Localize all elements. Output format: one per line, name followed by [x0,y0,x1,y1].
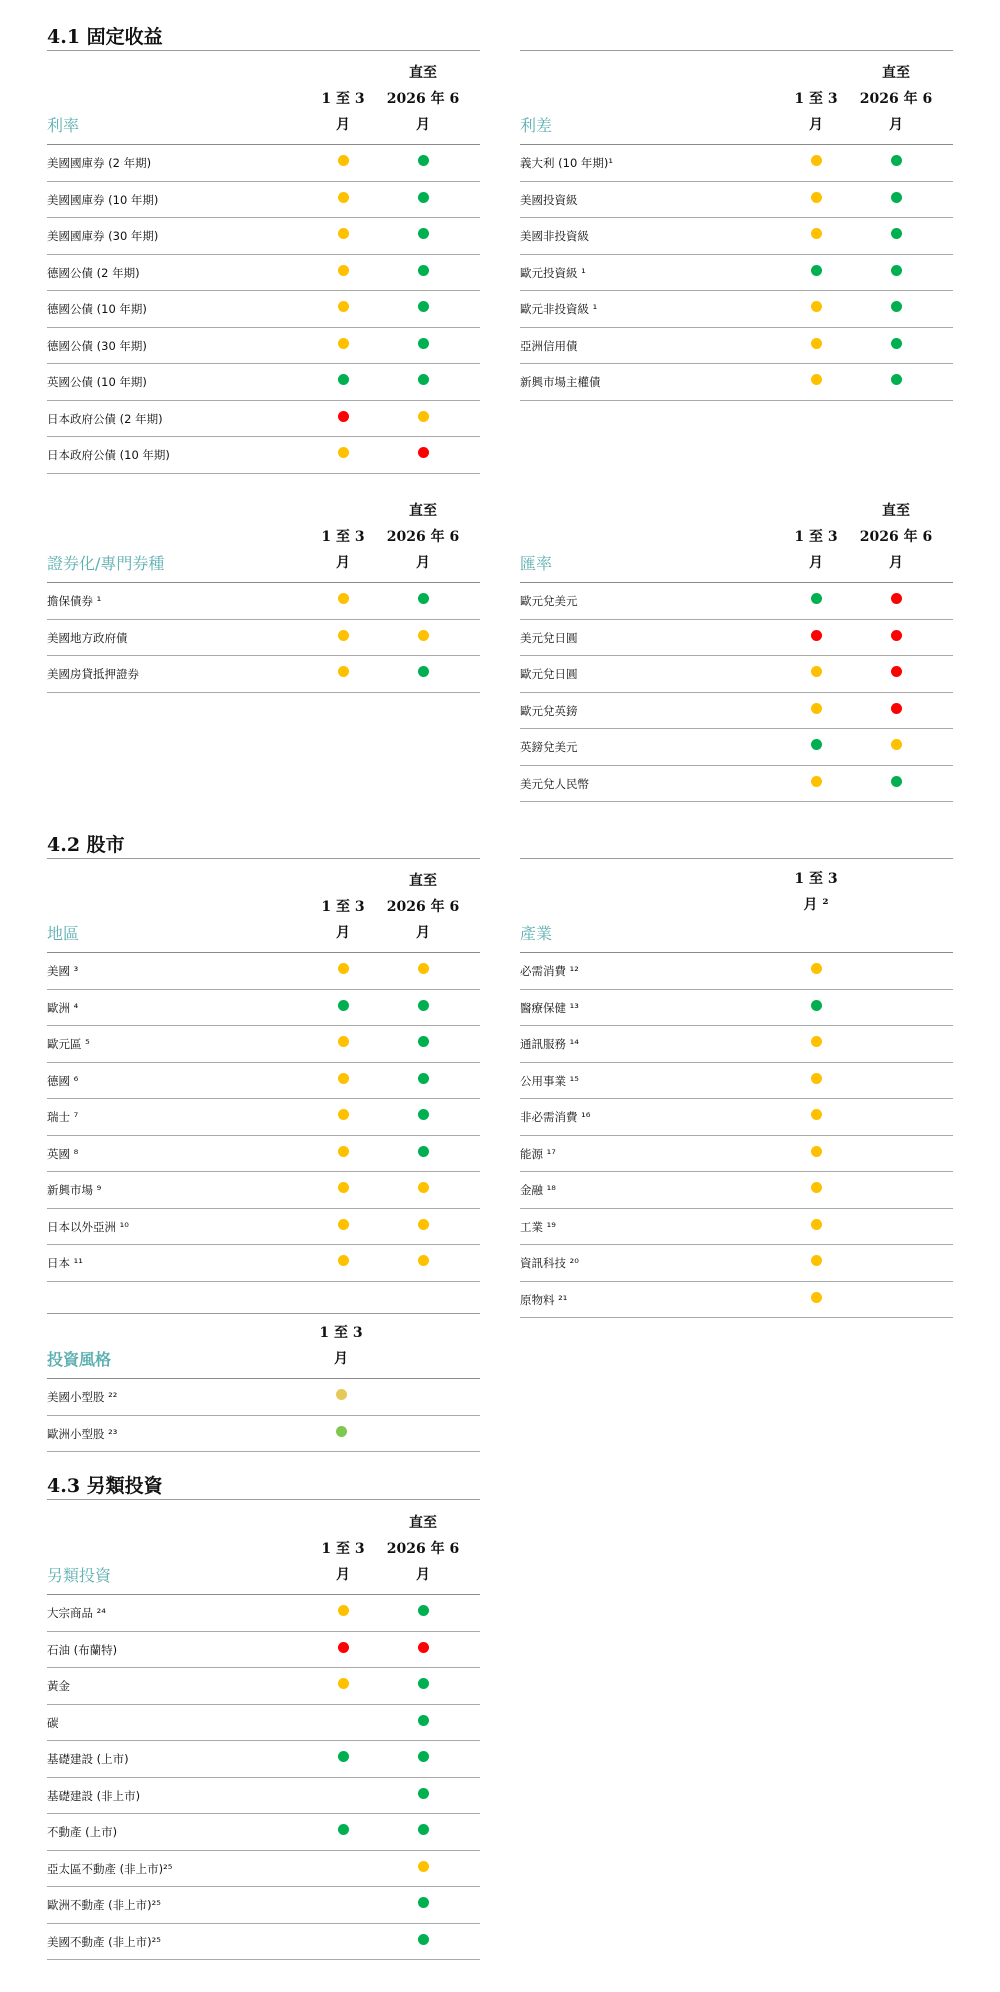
rating-dot-short-term [338,228,349,239]
row-label: 基礎建設 (上市) [47,1752,129,1766]
row-label: 英鎊兌美元 [520,740,578,754]
rating-dot-short-term [338,1219,349,1230]
rating-dot-long-term [418,1642,429,1653]
rating-dot-long-term [418,1751,429,1762]
table-row [520,620,953,657]
row-label: 英國 ⁸ [47,1146,79,1161]
table-title: 地區 [47,924,80,943]
rating-dot-short-term [811,776,822,787]
row-label: 日本以外亞洲 ¹⁰ [47,1219,129,1234]
rating-dot-long-term [418,1824,429,1835]
rating-dot-long-term [418,265,429,276]
table-row [520,1282,953,1319]
row-label: 原物料 ²¹ [520,1292,568,1307]
column-header-long-term: 直至 2026 年 6 月 [386,65,460,133]
row-label: 公用事業 ¹⁵ [520,1073,579,1088]
row-label: 歐元兌日圓 [520,667,578,681]
row-label: 通訊服務 ¹⁴ [520,1037,579,1051]
table-row [47,182,480,219]
row-label: 美元兌日圓 [520,630,578,645]
table-row [520,656,953,693]
row-label: 美國小型股 ²² [47,1390,118,1404]
rating-dot-short-term [811,630,822,641]
row-label: 德國公債 (10 年期) [47,302,147,316]
table-row [520,145,953,182]
rating-dot-short-term [811,338,822,349]
rating-dot-long-term [418,301,429,312]
table-row [47,1245,480,1282]
row-label: 英國公債 (10 年期) [47,375,147,389]
table-row [520,291,953,328]
rating-dot-long-term [418,228,429,239]
rating-dot-short-term [811,739,822,750]
table-row [47,1136,480,1173]
row-label: 義大利 (10 年期)¹ [520,156,614,170]
table-row [47,145,480,182]
table-row [47,1209,480,1246]
rating-dot-short-term [338,593,349,604]
column-header-short-term: 1 至 3 月 [321,91,365,133]
rating-dot-long-term [418,963,429,974]
table-header [520,50,953,145]
table-row [47,328,480,365]
rating-dot-long-term [418,630,429,641]
table-row [47,1595,480,1632]
rating-dot-short-term [338,1036,349,1047]
table-title: 產業 [520,924,553,943]
row-label: 石油 (布蘭特) [47,1642,118,1657]
alternatives-table [47,1500,480,1960]
rating-dot-short-term [338,1678,349,1689]
table-row [520,1209,953,1246]
table-header [47,1500,480,1595]
rating-dot-long-term [418,374,429,385]
row-label: 亞太區不動產 (非上市)²⁵ [47,1861,173,1876]
rating-dot-short-term [811,593,822,604]
rating-dot-long-term [418,1255,429,1266]
column-header-long-term: 直至 2026 年 6 月 [386,1515,460,1583]
rating-dot-long-term [418,593,429,604]
rating-dot-long-term [418,1146,429,1157]
table-row [47,255,480,292]
row-label: 新興市場主權債 [520,375,601,389]
row-label: 瑞士 ⁷ [47,1110,79,1124]
rating-dot-short-term [811,666,822,677]
rating-dot-long-term [418,1678,429,1689]
table-row [47,1063,480,1100]
rating-dot-long-term [418,1073,429,1084]
rating-dot-short-term [338,666,349,677]
rating-dot-short-term [811,1255,822,1266]
row-label: 歐元區 ⁵ [47,1037,90,1051]
table-row [47,1924,480,1961]
rating-dot-long-term [418,1036,429,1047]
rating-dot-long-term [418,338,429,349]
row-label: 歐元兌英鎊 [520,703,578,718]
rating-dot-long-term [891,593,902,604]
column-header-short-term: 1 至 3 月 [321,1541,365,1583]
table-row [520,1099,953,1136]
rating-dot-long-term [418,1219,429,1230]
column-header-short-term: 1 至 3 月 ² [794,871,838,913]
rating-dot-short-term [336,1426,347,1437]
table-row [520,1063,953,1100]
table-row [520,218,953,255]
rating-dot-short-term [338,1146,349,1157]
row-label: 能源 ¹⁷ [520,1146,556,1161]
rating-dot-short-term [811,301,822,312]
rating-dot-short-term [338,1824,349,1835]
row-label: 美國國庫券 (10 年期) [47,192,159,207]
rating-dot-short-term [338,1605,349,1616]
table-row [520,1172,953,1209]
table-title: 利差 [520,116,553,135]
rating-dot-short-term [811,1109,822,1120]
rating-dot-long-term [418,447,429,458]
styles-table [47,1314,480,1452]
rating-dot-long-term [891,301,902,312]
rating-dot-short-term [811,1073,822,1084]
table-row [47,1416,480,1453]
table-row [47,291,480,328]
table-row [47,620,480,657]
row-label: 美國投資級 [520,192,578,207]
rating-dot-short-term [811,374,822,385]
rating-dot-long-term [418,1934,429,1945]
table-header [520,488,953,583]
rating-dot-short-term [811,265,822,276]
table-row [520,1136,953,1173]
rating-dot-short-term [338,1751,349,1762]
section-title-alternatives: 4.3 另類投資 [47,1473,480,1500]
column-header-short-term: 1 至 3 月 [319,1325,363,1367]
table-row [520,364,953,401]
rating-dot-long-term [891,739,902,750]
table-title: 匯率 [520,554,553,573]
spreads-table [520,50,953,401]
table-row [47,437,480,474]
rates-table [47,50,480,474]
column-header-short-term: 1 至 3 月 [794,91,838,133]
rating-dot-short-term [338,301,349,312]
rating-dot-long-term [891,228,902,239]
table-row [520,953,953,990]
rating-dot-long-term [891,155,902,166]
rating-dot-short-term [338,1255,349,1266]
rating-dot-short-term [811,192,822,203]
row-label: 美國 ³ [47,964,79,978]
rating-dot-long-term [418,1000,429,1011]
rating-dot-short-term [338,1109,349,1120]
regions-table [47,858,480,1282]
rating-dot-short-term [338,265,349,276]
table-row [520,1026,953,1063]
rating-dot-short-term [811,155,822,166]
rating-dot-short-term [811,1036,822,1047]
table-row [520,693,953,730]
table-row [47,1814,480,1851]
rating-dot-short-term [338,1642,349,1653]
row-label: 德國 ⁶ [47,1073,79,1088]
rating-dot-long-term [891,703,902,714]
rating-dot-long-term [418,1861,429,1872]
rating-dot-long-term [418,1715,429,1726]
row-label: 美國非投資級 [520,229,589,243]
rating-dot-long-term [891,630,902,641]
table-row [47,1668,480,1705]
table-row [520,990,953,1027]
row-label: 歐元投資級 ¹ [520,265,586,280]
rating-dot-long-term [418,411,429,422]
row-label: 非必需消費 ¹⁶ [520,1110,591,1124]
row-label: 擔保債券 ¹ [47,594,102,608]
rating-dot-short-term [811,1000,822,1011]
rating-dot-short-term [338,630,349,641]
table-header [47,488,480,583]
rating-dot-short-term [338,338,349,349]
row-label: 基礎建設 (非上市) [47,1788,141,1803]
sectors-table [520,858,953,1318]
table-row [47,1778,480,1815]
rating-dot-short-term [811,1219,822,1230]
rating-dot-short-term [338,447,349,458]
row-label: 美國房貸抵押證券 [47,667,139,681]
rating-dot-long-term [891,265,902,276]
rating-dot-long-term [418,1109,429,1120]
rating-dot-short-term [811,1182,822,1193]
column-header-short-term: 1 至 3 月 [321,899,365,941]
table-header [47,1314,480,1379]
row-label: 美國地方政府債 [47,630,128,645]
row-label: 工業 ¹⁹ [520,1219,556,1234]
rating-dot-long-term [891,192,902,203]
rating-dot-short-term [338,374,349,385]
column-header-long-term: 直至 2026 年 6 月 [386,503,460,571]
table-row [520,1245,953,1282]
rating-dot-long-term [891,776,902,787]
table-row [47,990,480,1027]
table-row [47,1099,480,1136]
column-header-long-term: 直至 2026 年 6 月 [859,503,933,571]
section-title-equities: 4.2 股市 [47,832,480,859]
row-label: 歐元非投資級 ¹ [520,302,598,316]
row-label: 碳 [47,1715,59,1730]
row-label: 大宗商品 ²⁴ [47,1606,106,1620]
rating-dot-long-term [418,1788,429,1799]
row-label: 亞洲信用債 [520,338,578,353]
rating-dot-short-term [338,1000,349,1011]
rating-dot-long-term [418,155,429,166]
table-header [520,858,953,953]
rating-dot-long-term [418,192,429,203]
table-title: 另類投資 [47,1566,112,1585]
row-label: 必需消費 ¹² [520,964,579,978]
table-row [520,583,953,620]
table-row [47,364,480,401]
row-label: 不動產 (上市) [47,1825,118,1839]
rating-dot-short-term [336,1389,347,1400]
table-row [47,1887,480,1924]
table-row [47,1632,480,1669]
row-label: 黃金 [47,1679,70,1693]
row-label: 美國國庫券 (30 年期) [47,229,159,243]
row-label: 金融 ¹⁸ [520,1183,556,1197]
securitized-table [47,488,480,693]
table-row [47,583,480,620]
table-row [47,1026,480,1063]
table-row [47,218,480,255]
rating-dot-long-term [891,666,902,677]
table-row [47,1379,480,1416]
column-header-long-term: 直至 2026 年 6 月 [859,65,933,133]
table-row [520,328,953,365]
table-row [47,953,480,990]
rating-dot-long-term [891,338,902,349]
rating-dot-long-term [418,1605,429,1616]
row-label: 歐洲小型股 ²³ [47,1426,118,1441]
column-header-long-term: 直至 2026 年 6 月 [386,873,460,941]
table-row [520,729,953,766]
row-label: 美國國庫券 (2 年期) [47,156,152,170]
table-row [47,1741,480,1778]
table-row [520,766,953,803]
table-title: 利率 [47,116,80,135]
column-header-short-term: 1 至 3 月 [321,529,365,571]
row-label: 資訊科技 ²⁰ [520,1256,579,1270]
rating-dot-short-term [338,155,349,166]
fx-table [520,488,953,802]
rating-dot-short-term [338,1073,349,1084]
row-label: 歐洲 ⁴ [47,1000,79,1015]
row-label: 德國公債 (2 年期) [47,265,140,280]
row-label: 德國公債 (30 年期) [47,338,147,353]
row-label: 歐洲不動產 (非上市)²⁵ [47,1898,161,1912]
rating-dot-short-term [811,963,822,974]
row-label: 日本政府公債 (2 年期) [47,411,163,426]
rating-dot-short-term [338,963,349,974]
table-header [47,858,480,953]
column-header-short-term: 1 至 3 月 [794,529,838,571]
table-row [47,1705,480,1742]
rating-dot-short-term [338,192,349,203]
table-row [520,255,953,292]
rating-dot-long-term [418,1897,429,1908]
table-row [47,1172,480,1209]
rating-dot-long-term [891,374,902,385]
row-label: 歐元兌美元 [520,594,578,608]
row-label: 日本政府公債 (10 年期) [47,448,170,462]
row-label: 醫療保健 ¹³ [520,1000,579,1015]
table-header [47,50,480,145]
table-row [520,182,953,219]
rating-dot-short-term [811,1292,822,1303]
rating-dot-short-term [811,703,822,714]
table-title: 證券化/專門券種 [47,554,165,573]
rating-dot-long-term [418,666,429,677]
row-label: 美元兌人民幣 [520,776,589,791]
rating-dot-short-term [811,228,822,239]
rating-dot-short-term [811,1146,822,1157]
table-title: 投資風格 [47,1350,112,1369]
row-label: 美國不動產 (非上市)²⁵ [47,1934,161,1949]
rating-dot-short-term [338,1182,349,1193]
row-label: 日本 ¹¹ [47,1256,83,1270]
table-row [47,656,480,693]
row-label: 新興市場 ⁹ [47,1183,102,1197]
rating-dot-long-term [418,1182,429,1193]
section-title-fixed-income: 4.1 固定收益 [47,24,480,51]
rating-dot-short-term [338,411,349,422]
table-row [47,1851,480,1888]
table-row [47,401,480,438]
